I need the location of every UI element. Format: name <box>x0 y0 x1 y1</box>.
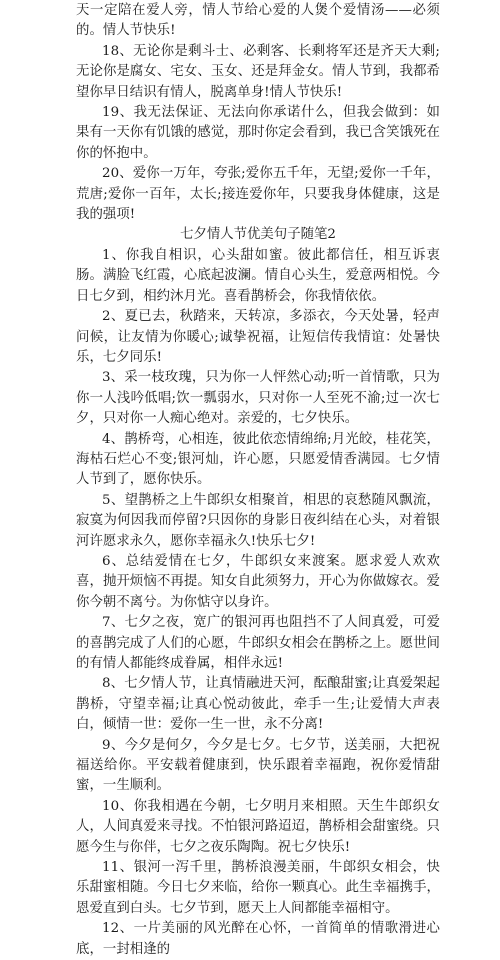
section-heading: 七夕情人节优美句子随笔2 <box>180 227 336 243</box>
paragraph-item-9: 9、今夕是何夕，今夕是七夕。七夕节，送美丽，大把祝福送给你。平安载着健康到，快乐跟着幸福跑，祝你爱情甜蜜，一生顺利。 <box>76 737 440 794</box>
paragraph-item-6: 6、总结爱情在七夕，牛郎织女来渡案。愿求爱人欢欢喜，抛开烦恼不再提。知女自此须努力，开心为你做嫁衣。爱你今朝不离兮。为你惦守以身许。 <box>76 553 440 610</box>
paragraph-item-5: 5、望鹊桥之上牛郎织女相聚首，相思的哀愁随风飘流，寂寞为何因我而停留?只因你的身影日夜纠结在心头，对着银河许愿求永久，愿你幸福永久!快乐七夕! <box>76 492 440 549</box>
paragraph-item-10: 10、你我相遇在今朝，七夕明月来相照。天生牛郎织女人，人间真爱来寻找。不怕银河路迢迢，鹊桥相会甜蜜绕。只愿今生与你伴，七夕之夜乐陶陶。祝七夕快乐! <box>76 798 440 855</box>
paragraph-item-8: 8、七夕情人节，让真情融进天河，酝酿甜蜜;让真爱架起鹊桥，守望幸福;让真心悦动彼此，牵手一生;让爱情大声表白，倾情一世：爱你一生一世，永不分离! <box>76 676 440 733</box>
paragraph-item-3: 3、采一枝玫瑰，只为你一人怦然心动;听一首情歌，只为你一人浅吟低唱;饮一瓢弱水，只对你一人至死不渝;过一次七夕，只对你一人痴心绝对。亲爱的，七夕快乐。 <box>76 370 440 427</box>
paragraph-item-20: 20、爱你一万年，夸张;爱你五千年，无望;爱你一千年，荒唐;爱你一百年，太长;接连爱你年，只要我身体健康，这是我的强项! <box>76 166 440 223</box>
paragraph-item-18: 18、无论你是剩斗士、必剩客、长剩将军还是齐天大剩;无论你是腐女、宅女、玉女、还是拜金女。情人节到，我都希望你早日结识有情人，脱离单身!情人节快乐! <box>76 43 440 100</box>
paragraph-item-1: 1、你我自相识，心头甜如蜜。彼此都信任，相互诉衷肠。满脸飞红霞，心底起波澜。情自心头生，爱意两相悦。今日七夕到，相约沐月光。喜看鹊桥会，你我情依依。 <box>76 247 440 304</box>
paragraph-item-2: 2、夏已去，秋踏来，天转凉，多添衣，今天处暑，轻声问候，让友情为你暖心;诚挚祝福，让短信传我情谊：处暑快乐，七夕同乐! <box>76 309 440 365</box>
paragraph-item-11: 11、银河一泻千里，鹊桥浪漫美丽，牛郎织女相会，快乐甜蜜相随。今日七夕来临，给你一颗真心。此生幸福携手，恩爱直到白头。七夕节到，愿天上人间都能幸福相守。 <box>76 860 440 916</box>
paragraph-item-4: 4、鹊桥弯，心相连，彼此依恋情绵绵;月光皎，桂花笑，海枯石烂心不变;银河灿，许心愿，只愿爱情香满园。七夕情人节到了，愿你快乐。 <box>76 431 440 488</box>
paragraph-item-12: 12、一片美丽的风光醉在心怀，一首简单的情歌滑进心底，一封相逢的 <box>76 921 440 957</box>
paragraph-item-7: 7、七夕之夜，宽广的银河再也阻挡不了人间真爱，可爱的喜鹊完成了人们的心愿，牛郎织女相会在鹊桥之上。愿世间的有情人都能终成眷属，相伴永远! <box>76 615 440 671</box>
paragraph-item-19: 19、我无法保证、无法向你承诺什么，但我会做到：如果有一天你有饥饿的感觉，那时你定会看到，我已含笑饿死在你的怀抱中。 <box>76 105 440 161</box>
paragraph-continuation: 天一定陪在爱人旁，情人节给心爱的人煲个爱情汤——必须的。情人节快乐! <box>76 3 440 39</box>
